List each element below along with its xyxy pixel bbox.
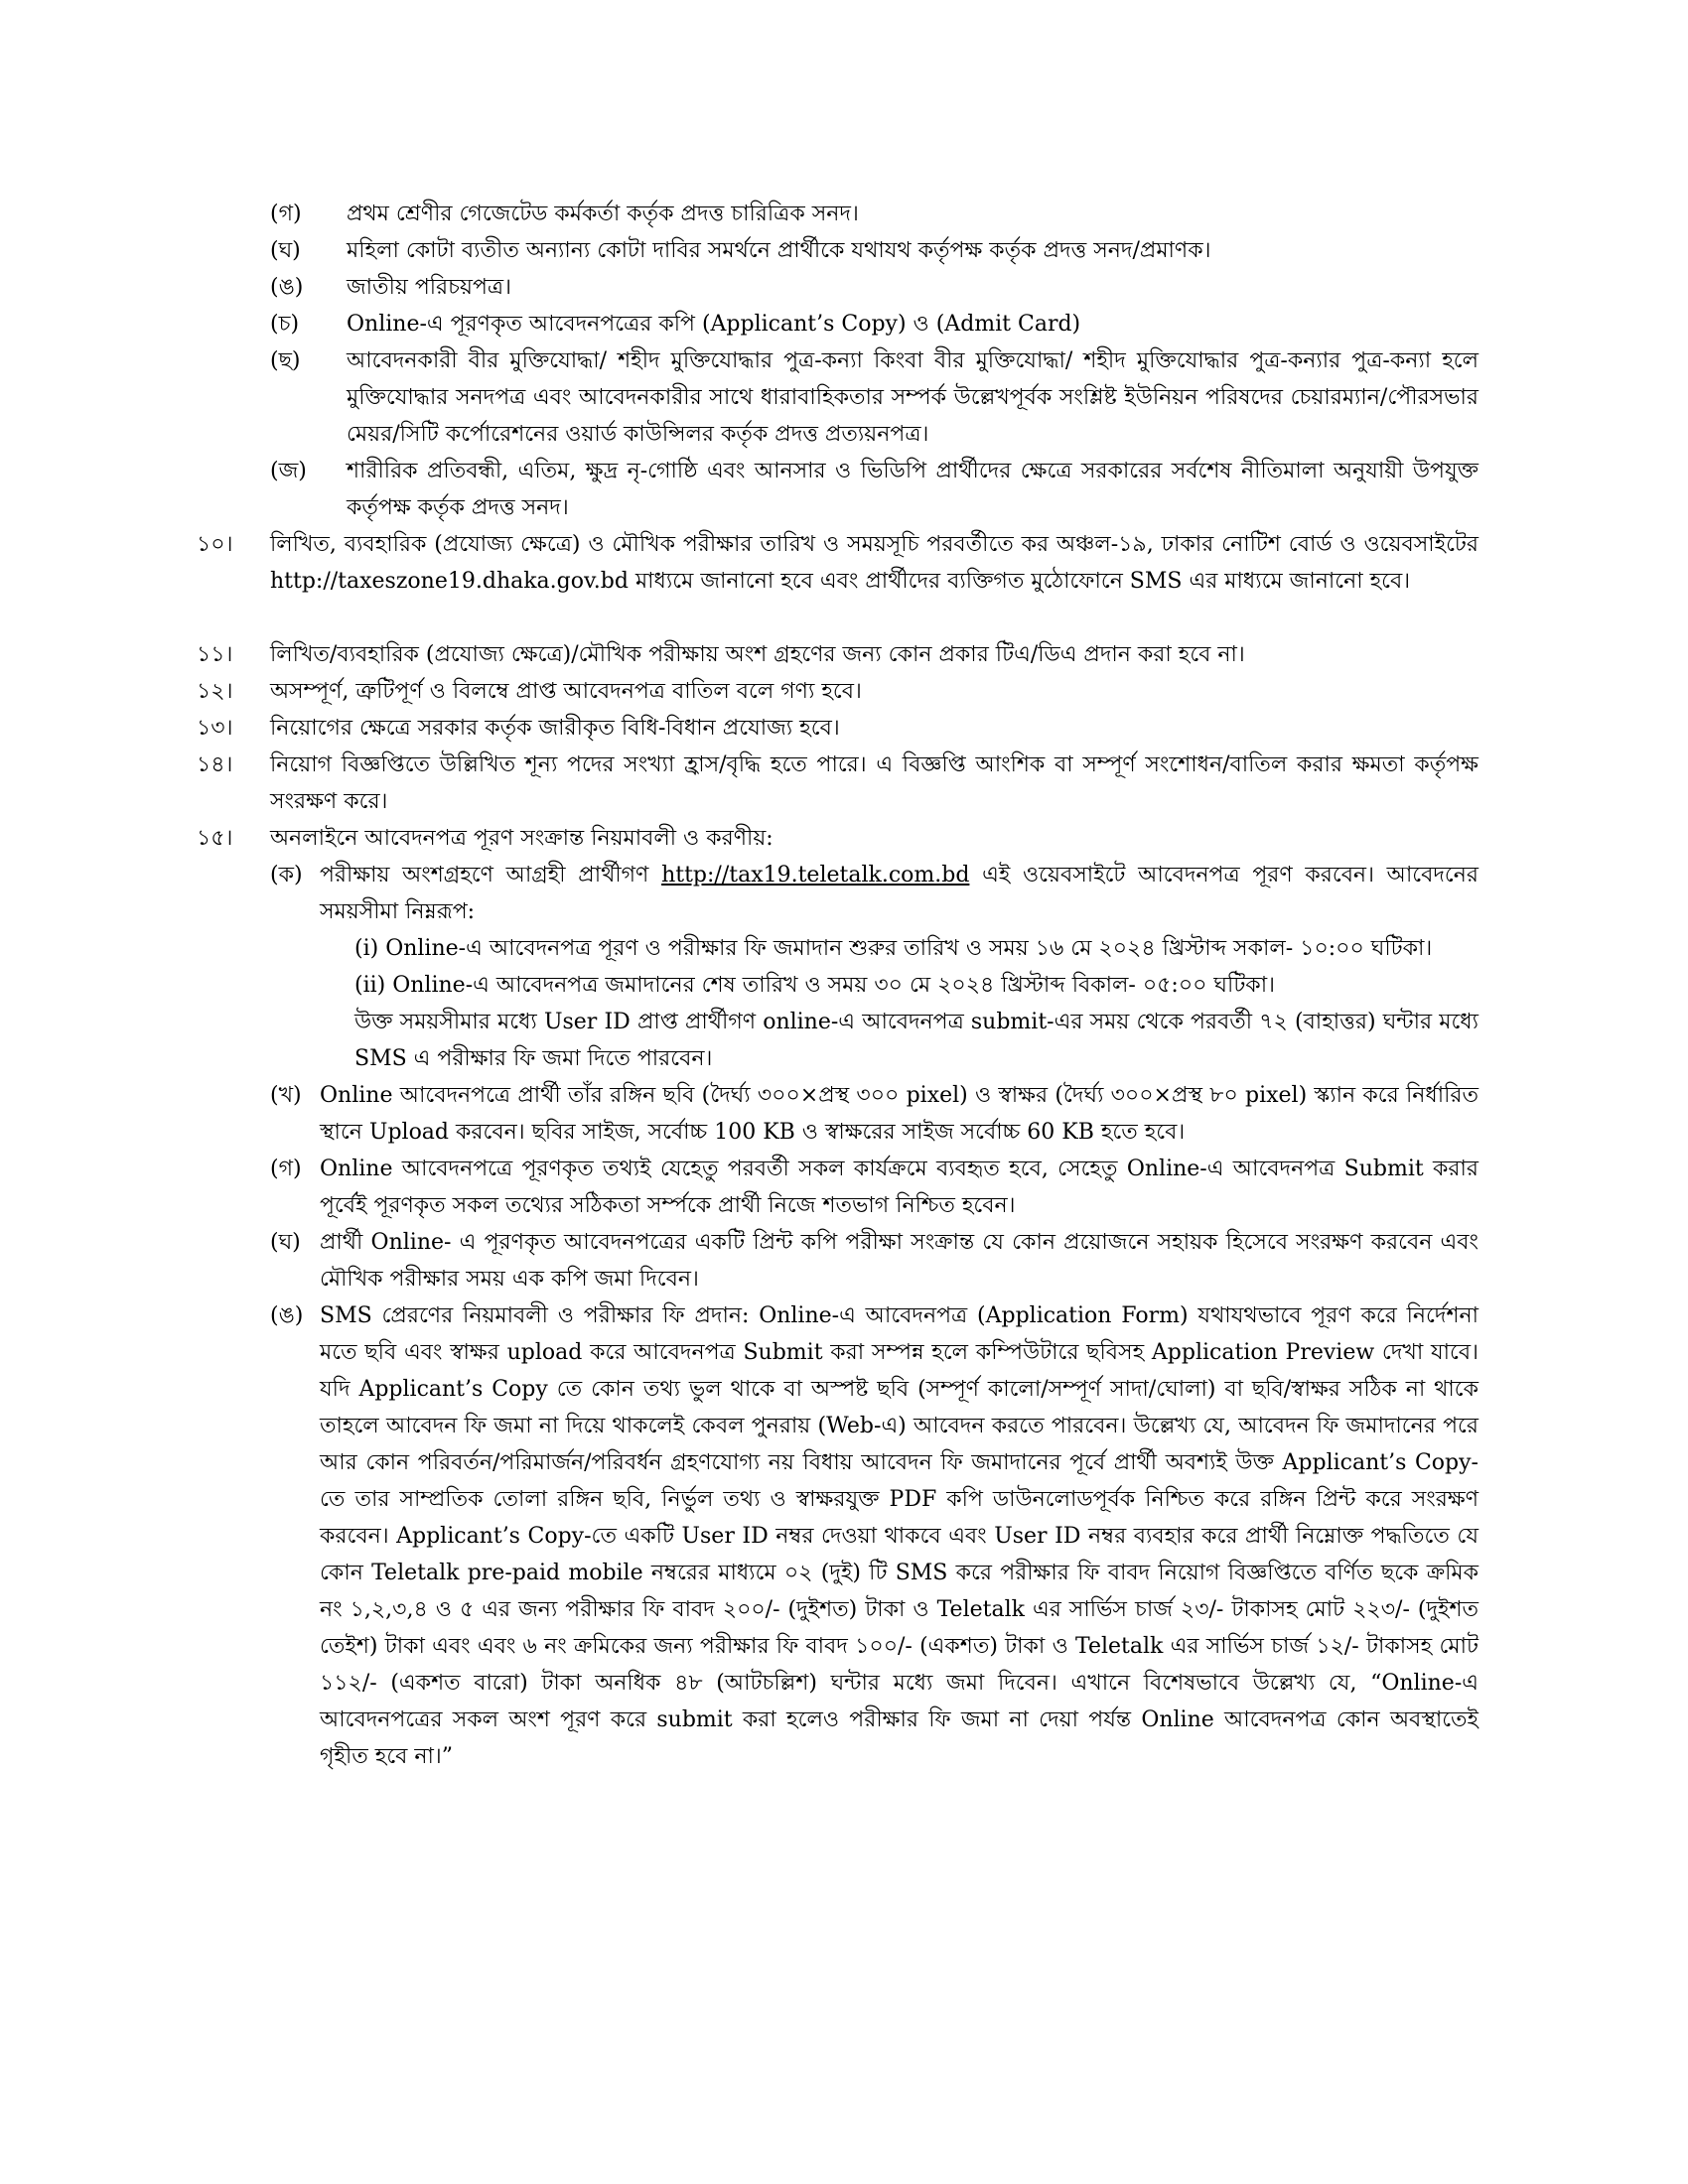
list-marker: (গ) — [270, 202, 302, 226]
list-item: জাতীয় পরিচয়পত্র। — [347, 275, 511, 300]
rule-ka-text-before: পরীক্ষায় অংশগ্রহণে আগ্রহী প্রার্থীগণ — [320, 863, 649, 887]
rule-marker: (ঙ) — [270, 1303, 304, 1328]
list-item: Online-এ পূরণকৃত আবেদনপত্রের কপি (Applicant’s Copy) ও (Admit Card) — [347, 312, 1081, 337]
rule-ka-text-after: এই ওয়েবসাইটে আবেদনপত্র পূরণ করবেন। আবেদনের সময়সীমা নিম্নরূপ: — [320, 863, 1479, 924]
rule-gha-text: প্রার্থী Online- এ পূরণকৃত আবেদনপত্রের একটি প্রিন্ট কপি পরীক্ষা সংক্রান্ত যে কোন প্রয়োজনে সহায়ক হিসেবে সংরক্ষণ করবেন এবং মৌখিক পরীক্ষার সময় এক কপি জমা দিবেন। — [320, 1230, 1478, 1292]
list-marker: (ছ) — [270, 348, 301, 373]
list-marker: (ঙ) — [270, 275, 304, 300]
point-number: ১২। — [197, 679, 233, 704]
point-14-text: নিয়োগ বিজ্ঞপ্তিতে উল্লিখিত শূন্য পদের সংখ্যা হ্রাস/বৃদ্ধি হতে পারে। এ বিজ্ঞপ্তি আংশিক বা সম্পূর্ণ সংশোধন/বাতিল করার ক্ষমতা কর্তৃপক্ষ সংরক্ষণ করে। — [270, 752, 1478, 814]
point-11-text: লিখিত/ব্যবহারিক (প্রযোজ্য ক্ষেত্রে)/মৌখিক পরীক্ষায় অংশ গ্রহণের জন্য কোন প্রকার টিএ/ডিএ প্রদান করা হবে না। — [270, 642, 1245, 667]
point-number: ১৪। — [197, 752, 233, 777]
rule-ga-text: Online আবেদনপত্রে পূরণকৃত তথ্যই যেহেতু পরবর্তী সকল কার্যক্রমে ব্যবহৃত হবে, সেহেতু Online-এ আবেদনপত্র Submit করার পূর্বেই পূরণকৃত সকল তথ্যের সঠিকতা সর্ম্পকে প্রার্থী নিজে শতভাগ নিশ্চিত হবেন। — [320, 1157, 1478, 1218]
rule-marker: (খ) — [270, 1083, 302, 1108]
list-item: মহিলা কোটা ব্যতীত অন্যান্য কোটা দাবির সমর্থনে প্রার্থীকে যথাযথ কর্তৃপক্ষ কর্তৃক প্রদত্ত সনদ/প্রমাণক। — [347, 238, 1211, 263]
schedule-end: (ii) Online-এ আবেদনপত্র জমাদানের শেষ তারিখ ও সময় ৩০ মে ২০২৪ খ্রিস্টাব্দ বিকাল- ০৫:০০ ঘটিকা। — [354, 973, 1275, 998]
list-marker: (ঘ) — [270, 238, 301, 263]
list-marker: (জ) — [270, 459, 307, 483]
point-number: ১৫। — [197, 826, 233, 851]
list-item: শারীরিক প্রতিবন্ধী, এতিম, ক্ষুদ্র নৃ-গোষ্ঠি এবং আনসার ও ভিডিপি প্রার্থীদের ক্ষেত্রে সরকারের সর্বশেষ নীতিমালা অনুযায়ী উপযুক্ত কর্তৃপক্ষ কর্তৃক প্রদত্ত সনদ। — [347, 459, 1478, 520]
point-number: ১০। — [197, 532, 233, 557]
rule-ka-text — [320, 857, 1478, 930]
teletalk-application-link[interactable]: http://tax19.teletalk.com.bd — [661, 863, 970, 887]
list-item: আবেদনকারী বীর মুক্তিযোদ্ধা/ শহীদ মুক্তিযোদ্ধার পুত্র-কন্যা কিংবা বীর মুক্তিযোদ্ধা/ শহীদ মুক্তিযোদ্ধার পুত্র-কন্যার পুত্র-কন্যা হলে মুক্তিযোদ্ধার সনদপত্র এবং আবেদনকারীর সাথে ধারাবাহিকতার সম্পর্ক উল্লেখপূর্বক সংশ্লিষ্ট ইউনিয়ন পরিষদের চেয়ারম্যান/পৌরসভার মেয়র/সিটি কর্পোরেশনের ওয়ার্ড কাউন্সিলর কর্তৃক প্রদত্ত প্রত্যয়নপত্র। — [347, 348, 1478, 447]
rule-uma-text: SMS প্রেরণের নিয়মাবলী ও পরীক্ষার ফি প্রদান: Online-এ আবেদনপত্র (Application Form) যথাযথভাবে পূরণ করে নির্দেশনা মতে ছবি এবং স্বাক্ষর upload করে আবেদনপত্র Submit করা সম্পন্ন হলে কম্পিউটারে ছবিসহ Application Preview দেখা যাবে। যদি Applicant’s Copy তে কোন তথ্য ভুল থাকে বা অস্পষ্ট ছবি (সম্পূর্ণ কালো/সম্পূর্ণ সাদা/ঘোলা) বা ছবি/স্বাক্ষর সঠিক না থাকে তাহলে আবেদন ফি জমা না দিয়ে থাকলেই কেবল পুনরায় (Web-এ) আবেদন করতে পারবেন। উল্লেখ্য যে, আবেদন ফি জমাদানের পরে আর কোন পরিবর্তন/পরিমার্জন/পরিবর্ধন গ্রহণযোগ্য নয় বিধায় আবেদন ফি জমাদানের পূর্বে প্রার্থী অবশ্যই উক্ত Applicant’s Copy-তে তার সাম্প্রতিক তোলা রঙ্গিন ছবি, নির্ভুল তথ্য ও স্বাক্ষরযুক্ত PDF কপি ডাউনলোডপূর্বক নিশ্চিত করে রঙ্গিন প্রিন্ট করে সংরক্ষণ করবেন। Applicant’s Copy-তে একটি User ID নম্বর দেওয়া থাকবে এবং User ID নম্বর ব্যবহার করে প্রার্থী নিম্নোক্ত পদ্ধতিতে যে কোন Teletalk pre-paid mobile নম্বরের মাধ্যমে ০২ (দুই) টি SMS করে পরীক্ষার ফি বাবদ নিয়োগ বিজ্ঞপ্তিতে বর্ণিত ছকে ক্রমিক নং ১,২,৩,৪ ও ৫ এর জন্য পরীক্ষার ফি বাবদ ২০০/- (দুইশত) টাকা ও Teletalk এর সার্ভিস চার্জ ২৩/- টাকাসহ মোট ২২৩/- (দুইশত তেইশ) টাকা এবং এবং ৬ নং ক্রমিকের জন্য পরীক্ষার ফি বাবদ ১০০/- (একশত) টাকা ও Teletalk এর সার্ভিস চার্জ ১২/- টাকাসহ মোট ১১২/- (একশত বারো) টাকা অনধিক ৪৮ (আটচল্লিশ) ঘন্টার মধ্যে জমা দিবেন। এখানে বিশেষভাবে উল্লেখ্য যে, “Online-এ আবেদনপত্রের সকল অংশ পূরণ করে submit করা হলেও পরীক্ষার ফি জমা না দেয়া পর্যন্ত Online আবেদনপত্র কোন অবস্থাতেই গৃহীত হবে না।” — [320, 1303, 1478, 1769]
rule-marker: (ক) — [270, 863, 303, 887]
list-marker: (চ) — [270, 312, 300, 337]
point-10-text: লিখিত, ব্যবহারিক (প্রযোজ্য ক্ষেত্রে) ও মৌখিক পরীক্ষার তারিখ ও সময়সূচি পরবর্তীতে কর অঞ্চল-১৯, ঢাকার নোটিশ বোর্ড ও ওয়েবসাইটের http://taxeszone19.dhaka.gov.bd মাধ্যমে জানানো হবে এবং প্রার্থীদের ব্যক্তিগত মুঠোফোনে SMS এর মাধ্যমে জানানো হবে। — [270, 532, 1478, 594]
rule-marker: (গ) — [270, 1157, 302, 1181]
point-12-text: অসম্পূর্ণ, ত্রুটিপূর্ণ ও বিলম্বে প্রাপ্ত আবেদনপত্র বাতিল বলে গণ্য হবে। — [270, 679, 862, 704]
point-number: ১৩। — [197, 716, 233, 741]
point-number: ১১। — [197, 642, 233, 667]
rule-marker: (ঘ) — [270, 1230, 301, 1255]
point-15-text: অনলাইনে আবেদনপত্র পূরণ সংক্রান্ত নিয়মাবলী ও করণীয়: — [270, 826, 774, 851]
rule-kha-text: Online আবেদনপত্রে প্রার্থী তাঁর রঙ্গিন ছবি (দৈর্ঘ্য ৩০০×প্রস্থ ৩০০ pixel) ও স্বাক্ষর (দৈর্ঘ্য ৩০০×প্রস্থ ৮০ pixel) স্ক্যান করে নির্ধারিত স্থানে Upload করবেন। ছবির সাইজ, সর্বোচ্চ 100 KB ও স্বাক্ষরের সাইজ সর্বোচ্চ 60 KB হতে হবে। — [320, 1083, 1478, 1145]
schedule-start: (i) Online-এ আবেদনপত্র পূরণ ও পরীক্ষার ফি জমাদান শুরুর তারিখ ও সময় ১৬ মে ২০২৪ খ্রিস্টাব্দ সকাল- ১০:০০ ঘটিকা। — [354, 936, 1433, 961]
schedule-note: উক্ত সময়সীমার মধ্যে User ID প্রাপ্ত প্রার্থীগণ online-এ আবেদনপত্র submit-এর সময় থেকে পরবর্তী ৭২ (বাহাত্তর) ঘন্টার মধ্যে SMS এ পরীক্ষার ফি জমা দিতে পারবেন। — [354, 1010, 1478, 1071]
point-13-text: নিয়োগের ক্ষেত্রে সরকার কর্তৃক জারীকৃত বিধি-বিধান প্রযোজ্য হবে। — [270, 716, 840, 741]
list-item: প্রথম শ্রেণীর গেজেটেড কর্মকর্তা কর্তৃক প্রদত্ত চারিত্রিক সনদ। — [347, 202, 859, 226]
